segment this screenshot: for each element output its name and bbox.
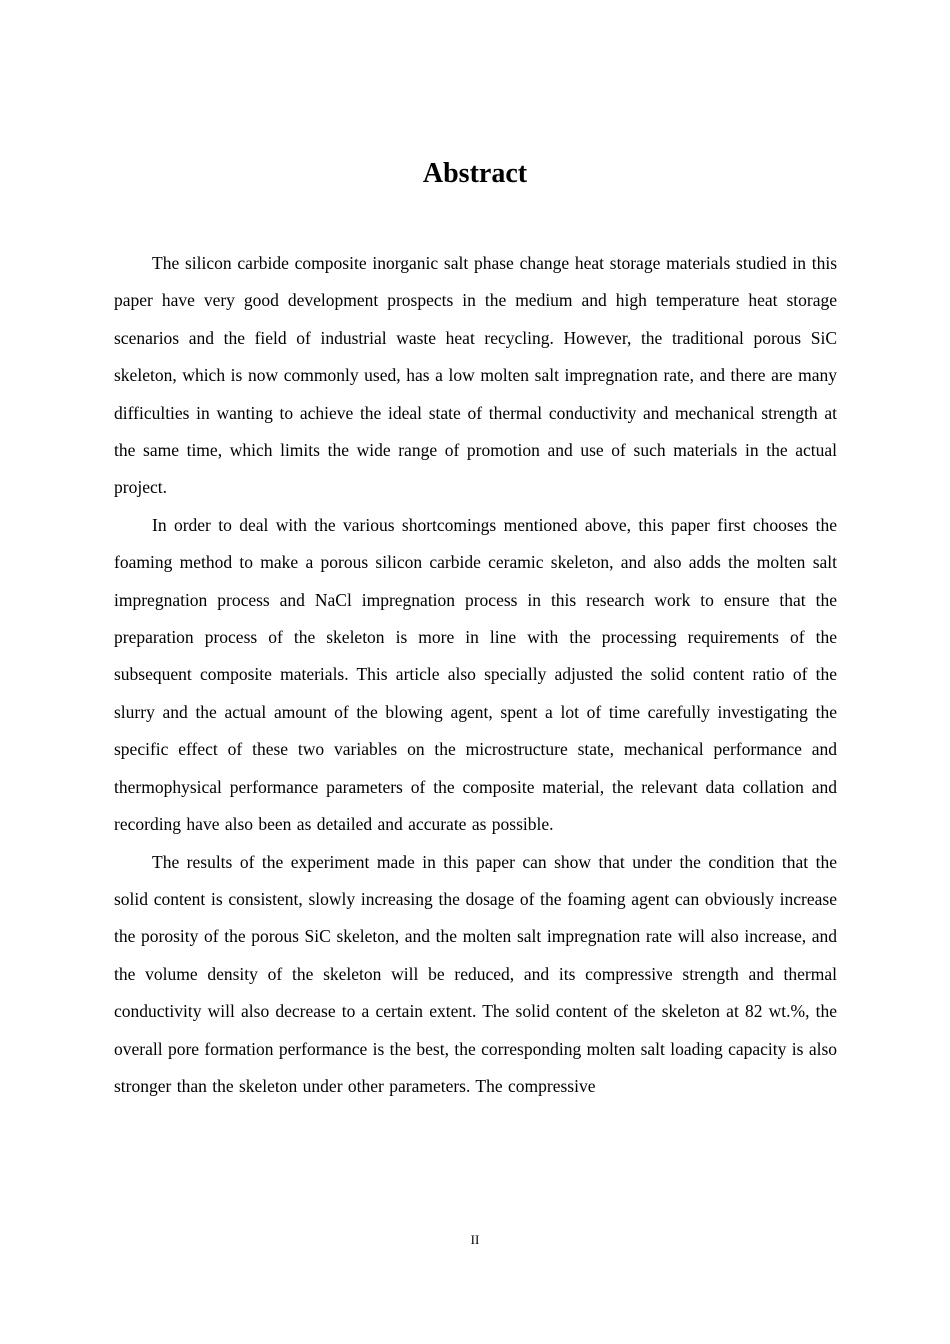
abstract-title: Abstract — [422, 158, 528, 189]
abstract-paragraph-3: The results of the experiment made in this paper can show that under the condition that the solid content is consistent, slowly increasing the dosage of the foaming agent can obviously increase the porosity of the porous SiC skeleton, and the molten salt impregnation rate will also increase, and the volume density of the skeleton will be reduced, and its compressive strength and thermal conductivity will also decrease to a certain extent. The solid content of the skeleton at 82 wt.%, the overall pore formation performance is the best, the corresponding molten salt loading capacity is also stronger than the skeleton under other parameters. The compressive — [114, 851, 838, 1096]
abstract-paragraph-2: In order to deal with the various shortcomings mentioned above, this paper first chooses the foaming method to make a porous silicon carbide ceramic skeleton, and also adds the molten salt impregnation process and NaCl impregnation process in this research work to ensure that the preparation process of the skeleton is more in line with the processing requirements of the subsequent composite materials. This article also specially adjusted the solid content ratio of the slurry and the actual amount of the blowing agent, spent a lot of time carefully investigating the specific effect of these two variables on the microstructure state, mechanical performance and thermophysical performance parameters of the composite material, the relevant data collation and recording have also been as detailed and accurate as possible. — [114, 514, 837, 835]
abstract-body — [114, 245, 837, 1105]
abstract-paragraph-1: The silicon carbide composite inorganic salt phase change heat storage materials studied in this paper have very good development prospects in the medium and high temperature heat storage scenarios and the field of industrial waste heat recycling. However, the traditional porous SiC skeleton, which is now commonly used, has a low molten salt impregnation rate, and there are many difficulties in wanting to achieve the ideal state of thermal conductivity and mechanical strength at the same time, which limits the wide range of promotion and use of such materials in the actual project. — [114, 253, 837, 498]
page-number: II — [470, 1232, 480, 1247]
